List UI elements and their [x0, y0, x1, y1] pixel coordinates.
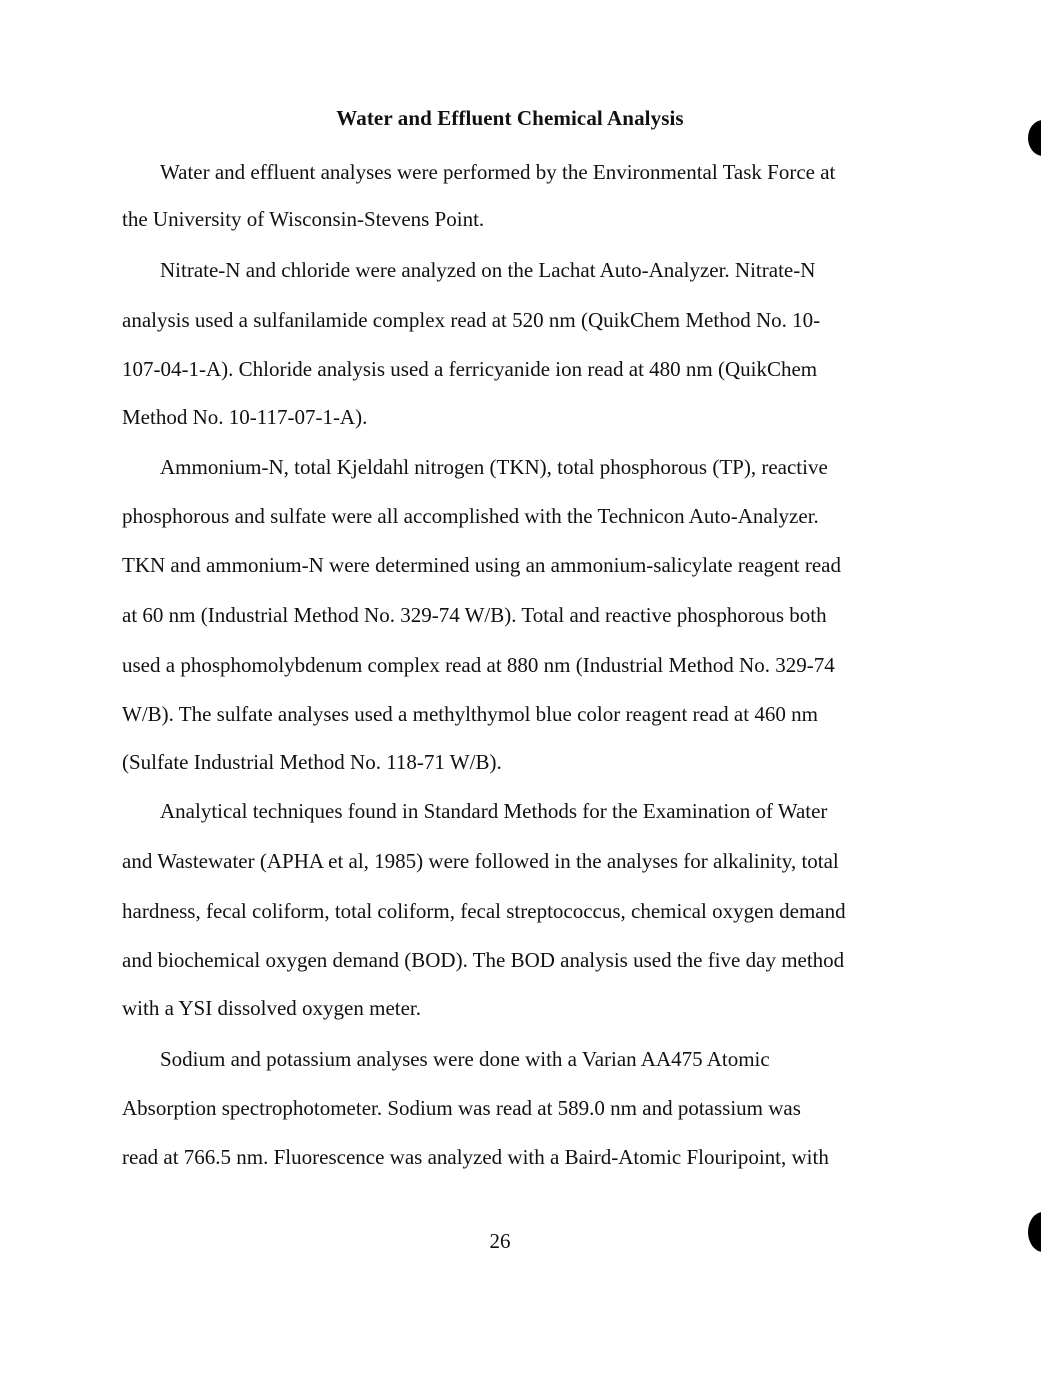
paragraph-line: TKN and ammonium-N were determined using an ammonium-salicylate reagent read [122, 553, 842, 577]
punch-hole-mark [1028, 1212, 1041, 1252]
paragraph-line: phosphorous and sulfate were all accomplished with the Technicon Auto-Analyzer. [122, 504, 819, 528]
paragraph-line: W/B). The sulfate analyses used a methylthymol blue color reagent read at 460 nm [122, 702, 818, 726]
paragraph-line: the University of Wisconsin-Stevens Point. [122, 207, 485, 231]
paragraph-line: Sodium and potassium analyses were done with a Varian AA475 Atomic [160, 1047, 770, 1071]
paragraph-line: Water and effluent analyses were performed by the Environmental Task Force at [160, 160, 836, 184]
paragraph-line: Nitrate-N and chloride were analyzed on the Lachat Auto-Analyzer. Nitrate-N [160, 258, 816, 282]
paragraph-line: 107-04-1-A). Chloride analysis used a ferricyanide ion read at 480 nm (QuikChem [122, 357, 818, 381]
paragraph-line: Analytical techniques found in Standard Methods for the Examination of Water [160, 799, 828, 823]
page-number: 26 [489, 1229, 511, 1253]
paragraph-line: with a YSI dissolved oxygen meter. [122, 996, 422, 1020]
paragraph-line: used a phosphomolybdenum complex read at 880 nm (Industrial Method No. 329-74 [122, 653, 835, 677]
section-title: Water and Effluent Chemical Analysis [336, 106, 684, 130]
paragraph-line: Method No. 10-117-07-1-A). [122, 405, 368, 429]
paragraph-line: hardness, fecal coliform, total coliform, fecal streptococcus, chemical oxygen demand [122, 899, 846, 923]
paragraph-line: Absorption spectrophotometer. Sodium was read at 589.0 nm and potassium was [122, 1096, 801, 1120]
paragraph-line: read at 766.5 nm. Fluorescence was analyzed with a Baird-Atomic Flouripoint, with [122, 1145, 829, 1169]
paragraph-line: and biochemical oxygen demand (BOD). The BOD analysis used the five day method [122, 948, 845, 972]
punch-hole-mark [1028, 120, 1041, 156]
paragraph-line: analysis used a sulfanilamide complex read at 520 nm (QuikChem Method No. 10- [122, 308, 821, 332]
paragraph-line: at 60 nm (Industrial Method No. 329-74 W/B). Total and reactive phosphorous both [122, 603, 827, 627]
paragraph-line: and Wastewater (APHA et al, 1985) were followed in the analyses for alkalinity, total [122, 849, 839, 873]
paragraph-line: (Sulfate Industrial Method No. 118-71 W/B). [122, 750, 502, 774]
paragraph-line: Ammonium-N, total Kjeldahl nitrogen (TKN), total phosphorous (TP), reactive [160, 455, 828, 479]
